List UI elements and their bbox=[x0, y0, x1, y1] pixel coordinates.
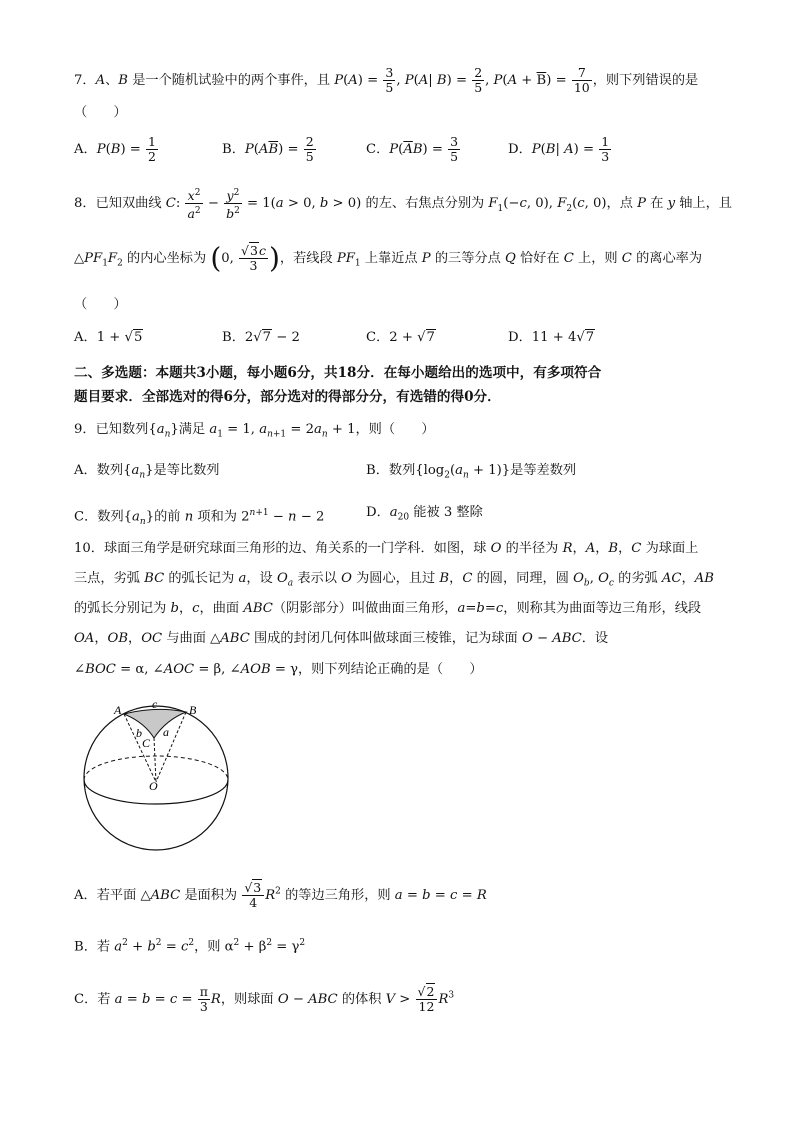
label-arc-b: b bbox=[136, 726, 142, 740]
q8-stem-1: 8．已知双曲线 C: $\frac{x^2}{a^2}$ − $\frac{y^2}{b^2}$ = 1(a > 0, b > 0) 的左、右焦点分别为 $F_1(-c$, 0), $F_2(c$, 0)，点 P 在 y 轴上，且 bbox=[74, 188, 732, 222]
section2-heading-line2: 题目要求．全部选对的得6分，部分选对的得部分分，有选错的得0分． bbox=[74, 389, 501, 405]
q9-option-d: D．$a_{20}$ 能被 3 整除 bbox=[366, 505, 483, 523]
q10-line5: ∠BOC = α, ∠AOC = β, ∠AOB = γ，则下列结论正确的是（ ） bbox=[74, 662, 483, 677]
q8-blank: （ ） bbox=[74, 297, 127, 312]
q10-line2: 三点，劣弧 BC 的弧长记为 a，设 $O_a$ 表示以 O 为圆心，且过 B，C 的圆，同理，圆 $O_b$, $O_c$ 的劣弧 AC，AB bbox=[74, 571, 714, 589]
label-a: A bbox=[114, 703, 122, 717]
q10-option-c: C．若 a = b = c = $\frac{\pi}{3}$ R，则球面 O − ABC 的体积 V > $\frac{√2}{12}$ $R^3$ bbox=[74, 984, 455, 1014]
q10-option-b: B．若 $a^2 + b^2 = c^2$，则 $\alpha^2 + \beta^2 = \gamma^2$ bbox=[74, 938, 306, 955]
q9-stem: 9．已知数列$\{a_n\}$满足 $a_1 = 1$, $a_{n+1} = 2a_n + 1$，则（ ） bbox=[74, 422, 435, 440]
q9-option-c: C．数列$\{a_n\}$的前 n 项和为 $2^{n+1} - n - 2$ bbox=[74, 508, 325, 528]
q9-option-a: A．数列$\{a_n\}$是等比数列 bbox=[74, 463, 220, 481]
label-c-point: C bbox=[142, 736, 151, 750]
q10-line1: 10．球面三角学是研究球面三角形的边、角关系的一门学科．如图，球 O 的半径为 R，A，B，C 为球面上 bbox=[74, 541, 699, 556]
q8-option-a: A．1 + √5 bbox=[74, 330, 143, 345]
q7-stem: 7．A、B 是一个随机试验中的两个事件，且 P(A) = $\frac{3}{5}$ , P(A| B) = $\frac{2}{5}$ , $P(A + \overline{B})$ = $\frac{7}{10}$ ，则下列错误的是 bbox=[74, 65, 699, 95]
label-arc-a: a bbox=[163, 725, 169, 739]
q8-stem-2: $\triangle PF_1F_2$ 的内心坐标为 (0, $\frac{√3c}{3}$ )，若线段 $PF_1$ 上靠近点 P 的三等分点 Q 恰好在 C 上，则 C 的离心率为 bbox=[74, 241, 703, 275]
q7-option-c: C．$P(\overline{A}B)$ = $\frac{3}{5}$ bbox=[366, 134, 459, 164]
q8-option-d: D．11 + 4√7 bbox=[508, 330, 595, 345]
segment-oc bbox=[154, 738, 156, 782]
q7-option-d: D．P(B| A) = $\frac{1}{3}$ bbox=[508, 134, 610, 164]
q10-option-a: A．若平面 △ABC 是面积为 $\frac{√3}{4}$ $R^2$ 的等边三角形，则 a = b = c = R bbox=[74, 880, 487, 910]
label-o: O bbox=[149, 779, 158, 793]
label-b: B bbox=[189, 703, 197, 717]
q10-line4: OA，OB，OC 与曲面 △ABC 围成的封闭几何体叫做球面三棱锥，记为球面 O − ABC．设 bbox=[74, 631, 609, 646]
equator-back bbox=[84, 756, 228, 780]
q10-line3: 的弧长分别记为 b，c，曲面 ABC（阴影部分）叫做曲面三角形，a=b=c，则称其为曲面等边三角形，线段 bbox=[74, 601, 702, 616]
sphere-figure bbox=[74, 696, 244, 854]
q8-option-c: C．2 + √7 bbox=[366, 330, 435, 345]
section2-heading-line1: 二、多选题：本题共3小题，每小题6分，共18分．在每小题给出的选项中，有多项符合 bbox=[74, 365, 602, 381]
q9-option-b: B．数列$\{\log_2(a_n + 1)\}$是等差数列 bbox=[366, 463, 577, 481]
q7-blank: （ ） bbox=[74, 105, 127, 120]
q7-option-a: A．P(B) = $\frac{1}{2}$ bbox=[74, 134, 156, 164]
label-arc-c: c bbox=[152, 697, 158, 711]
q8-option-b: B．2√7 − 2 bbox=[222, 330, 300, 345]
q7-option-b: B．$P(A\overline{B})$ = $\frac{2}{5}$ bbox=[222, 134, 314, 164]
